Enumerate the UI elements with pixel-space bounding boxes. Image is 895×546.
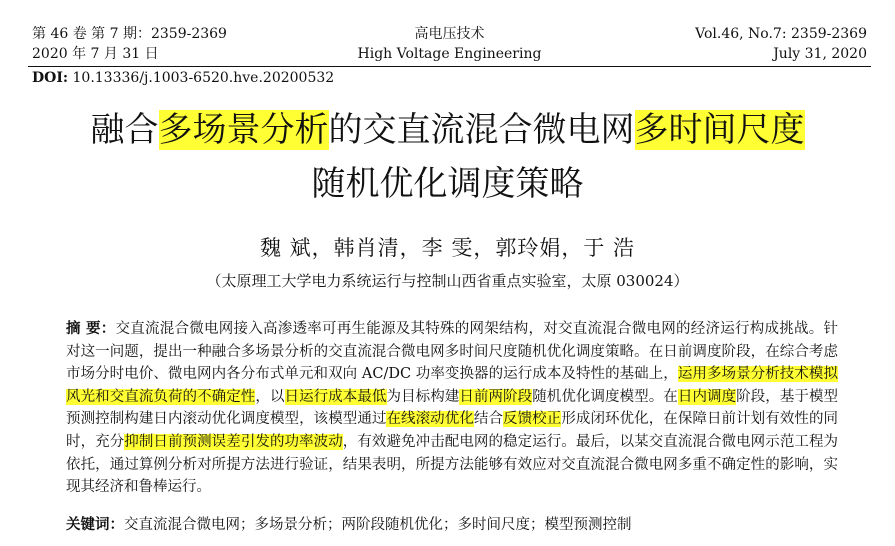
publication-date-en: July 31, 2020 xyxy=(773,46,867,62)
abstract-segment-highlight: 日内调度 xyxy=(677,388,737,405)
abstract-body xyxy=(66,321,838,495)
paper-title-line-1 xyxy=(0,108,895,152)
doi-line xyxy=(32,68,334,88)
affiliation: （太原理工大学电力系统运行与控制山西省重点实验室，太原 030024） xyxy=(206,272,689,290)
keywords-label: 关键词： xyxy=(66,516,124,533)
title-segment-text: 的交直流混合微电网 xyxy=(328,110,635,150)
abstract-segment-text: 结合 xyxy=(473,411,504,428)
author-list: 魏 斌，韩肖清，李 雯，郭玲娟，于 浩 xyxy=(259,236,636,260)
volume-issue-pages: 第 46 卷 第 7 期：2359-2369 xyxy=(32,26,227,42)
abstract-segment-text: ，有效避免冲击配电网的稳定运行。最后，以某交直流混合微电网示范工程为依托，通过算例分析对所提方法进行验证，结果表明，所提方法能够有效应对交直流混合微电网多重不确定性的影响，实现其经济和鲁棒运行。 xyxy=(66,433,839,496)
doi-label: DOI: xyxy=(32,70,69,86)
abstract-segment-text: 随机优化调度模型。在 xyxy=(532,388,678,405)
abstract-segment-highlight: 在线滚动优化 xyxy=(386,411,474,428)
abstract xyxy=(66,318,838,499)
abstract-segment-text: 交直流混合微电网接入高渗透率可再生能源及其特殊的网架结构，对交直流混合微电网的经济运行构成挑战。针对这一问题，提出一种融合多场景分析的交直流混合微电网多时间尺度随机优化调度策略。在日前调度阶段，在综合考虑市场分时电价、微电网内各分布式单元和双向 AC/DC 功率变换器的运行成本及特性的基础上， xyxy=(66,321,838,383)
publication-date-cn: 2020 年 7 月 31 日 xyxy=(32,46,159,62)
paper-title-line-2 xyxy=(0,162,895,206)
title-segment-text: 融合 xyxy=(90,110,159,150)
keywords-text: 交直流混合微电网；多场景分析；两阶段随机优化；多时间尺度；模型预测控制 xyxy=(124,517,632,533)
abstract-segment-text: ，以 xyxy=(255,388,285,405)
title-segment-highlight: 多场景分析 xyxy=(158,110,329,150)
abstract-label: 摘 要： xyxy=(66,320,116,337)
abstract-segment-text: 阶段，基于模型预测控制构建日内滚动优化调度模型，该模型通过 xyxy=(66,388,839,428)
volume-issue-en: Vol.46, No.7: 2359-2369 xyxy=(695,26,867,42)
title-segment-highlight: 多时间尺度 xyxy=(634,110,805,150)
title-segment-text: 随机优化调度策略 xyxy=(311,164,584,204)
abstract-segment-highlight: 日前两阶段 xyxy=(459,388,533,405)
journal-name-en: High Voltage Engineering xyxy=(357,46,542,62)
header-divider xyxy=(28,66,871,67)
abstract-segment-text: 为目标构建 xyxy=(386,388,460,405)
header-right xyxy=(695,24,867,64)
abstract-segment-highlight: 反馈校正 xyxy=(503,411,562,428)
keywords xyxy=(66,515,838,535)
journal-name-cn: 高电压技术 xyxy=(414,26,485,42)
abstract-segment-highlight: 日运行成本最低 xyxy=(284,388,387,405)
abstract-segment-highlight: 抑制日前预测误差引发的功率波动 xyxy=(124,433,343,450)
doi-value[interactable]: 10.13336/j.1003-6520.hve.20200532 xyxy=(68,70,335,86)
abstract-segment-highlight: 运用多场景分析技术模拟风光和交直流负荷的不确定性 xyxy=(66,366,838,405)
abstract-segment-text: 形成闭环优化，在保障日前计划有效性的同时，充分 xyxy=(66,411,839,450)
journal-header xyxy=(32,24,867,68)
